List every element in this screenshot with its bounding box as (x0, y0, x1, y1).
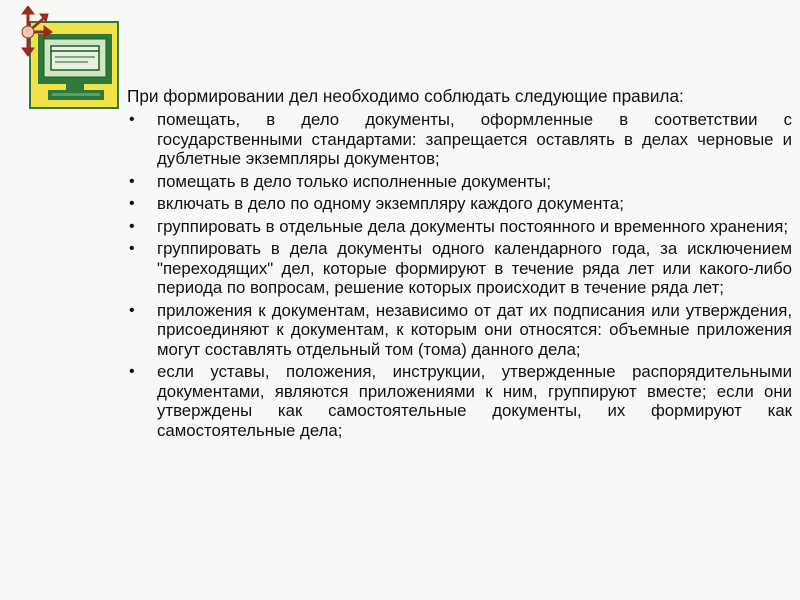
list-item: • группировать в отдельные дела документы постоянного и временного хранения; (127, 217, 792, 237)
list-item: • помещать в дело только исполненные документы; (127, 172, 792, 192)
computer-monitor-icon (18, 6, 122, 110)
rules-list (127, 110, 792, 440)
list-item: • если уставы, положения, инструкции, утвержденные распорядительными документами, являются приложениями к ним, группируют вместе; если они утверждены как самостоятельные документы, их формируют как самостоятельные дела; (127, 362, 792, 440)
list-item: • помещать, в дело документы, оформленные в соответствии с государственными стандартами: запрещается оставлять в делах черновые и дублетные экземпляры документов; (127, 110, 792, 169)
list-item: • включать в дело по одному экземпляру каждого документа; (127, 194, 792, 214)
rules-text-block (127, 86, 792, 443)
list-item: • группировать в дела документы одного календарного года, за исключением "переходящих" дел, которые формируют в течение ряда лет или какого-либо периода по вопросам, решение которых происходит в течение ряда лет; (127, 239, 792, 298)
list-item: • приложения к документам, независимо от дат их подписания или утверждения, присоединяют к документам, к которым они относятся: объемные приложения могут составлять отдельный том (тома) данного дела; (127, 301, 792, 360)
intro-heading: При формировании дел необходимо соблюдать следующие правила: (127, 86, 684, 106)
